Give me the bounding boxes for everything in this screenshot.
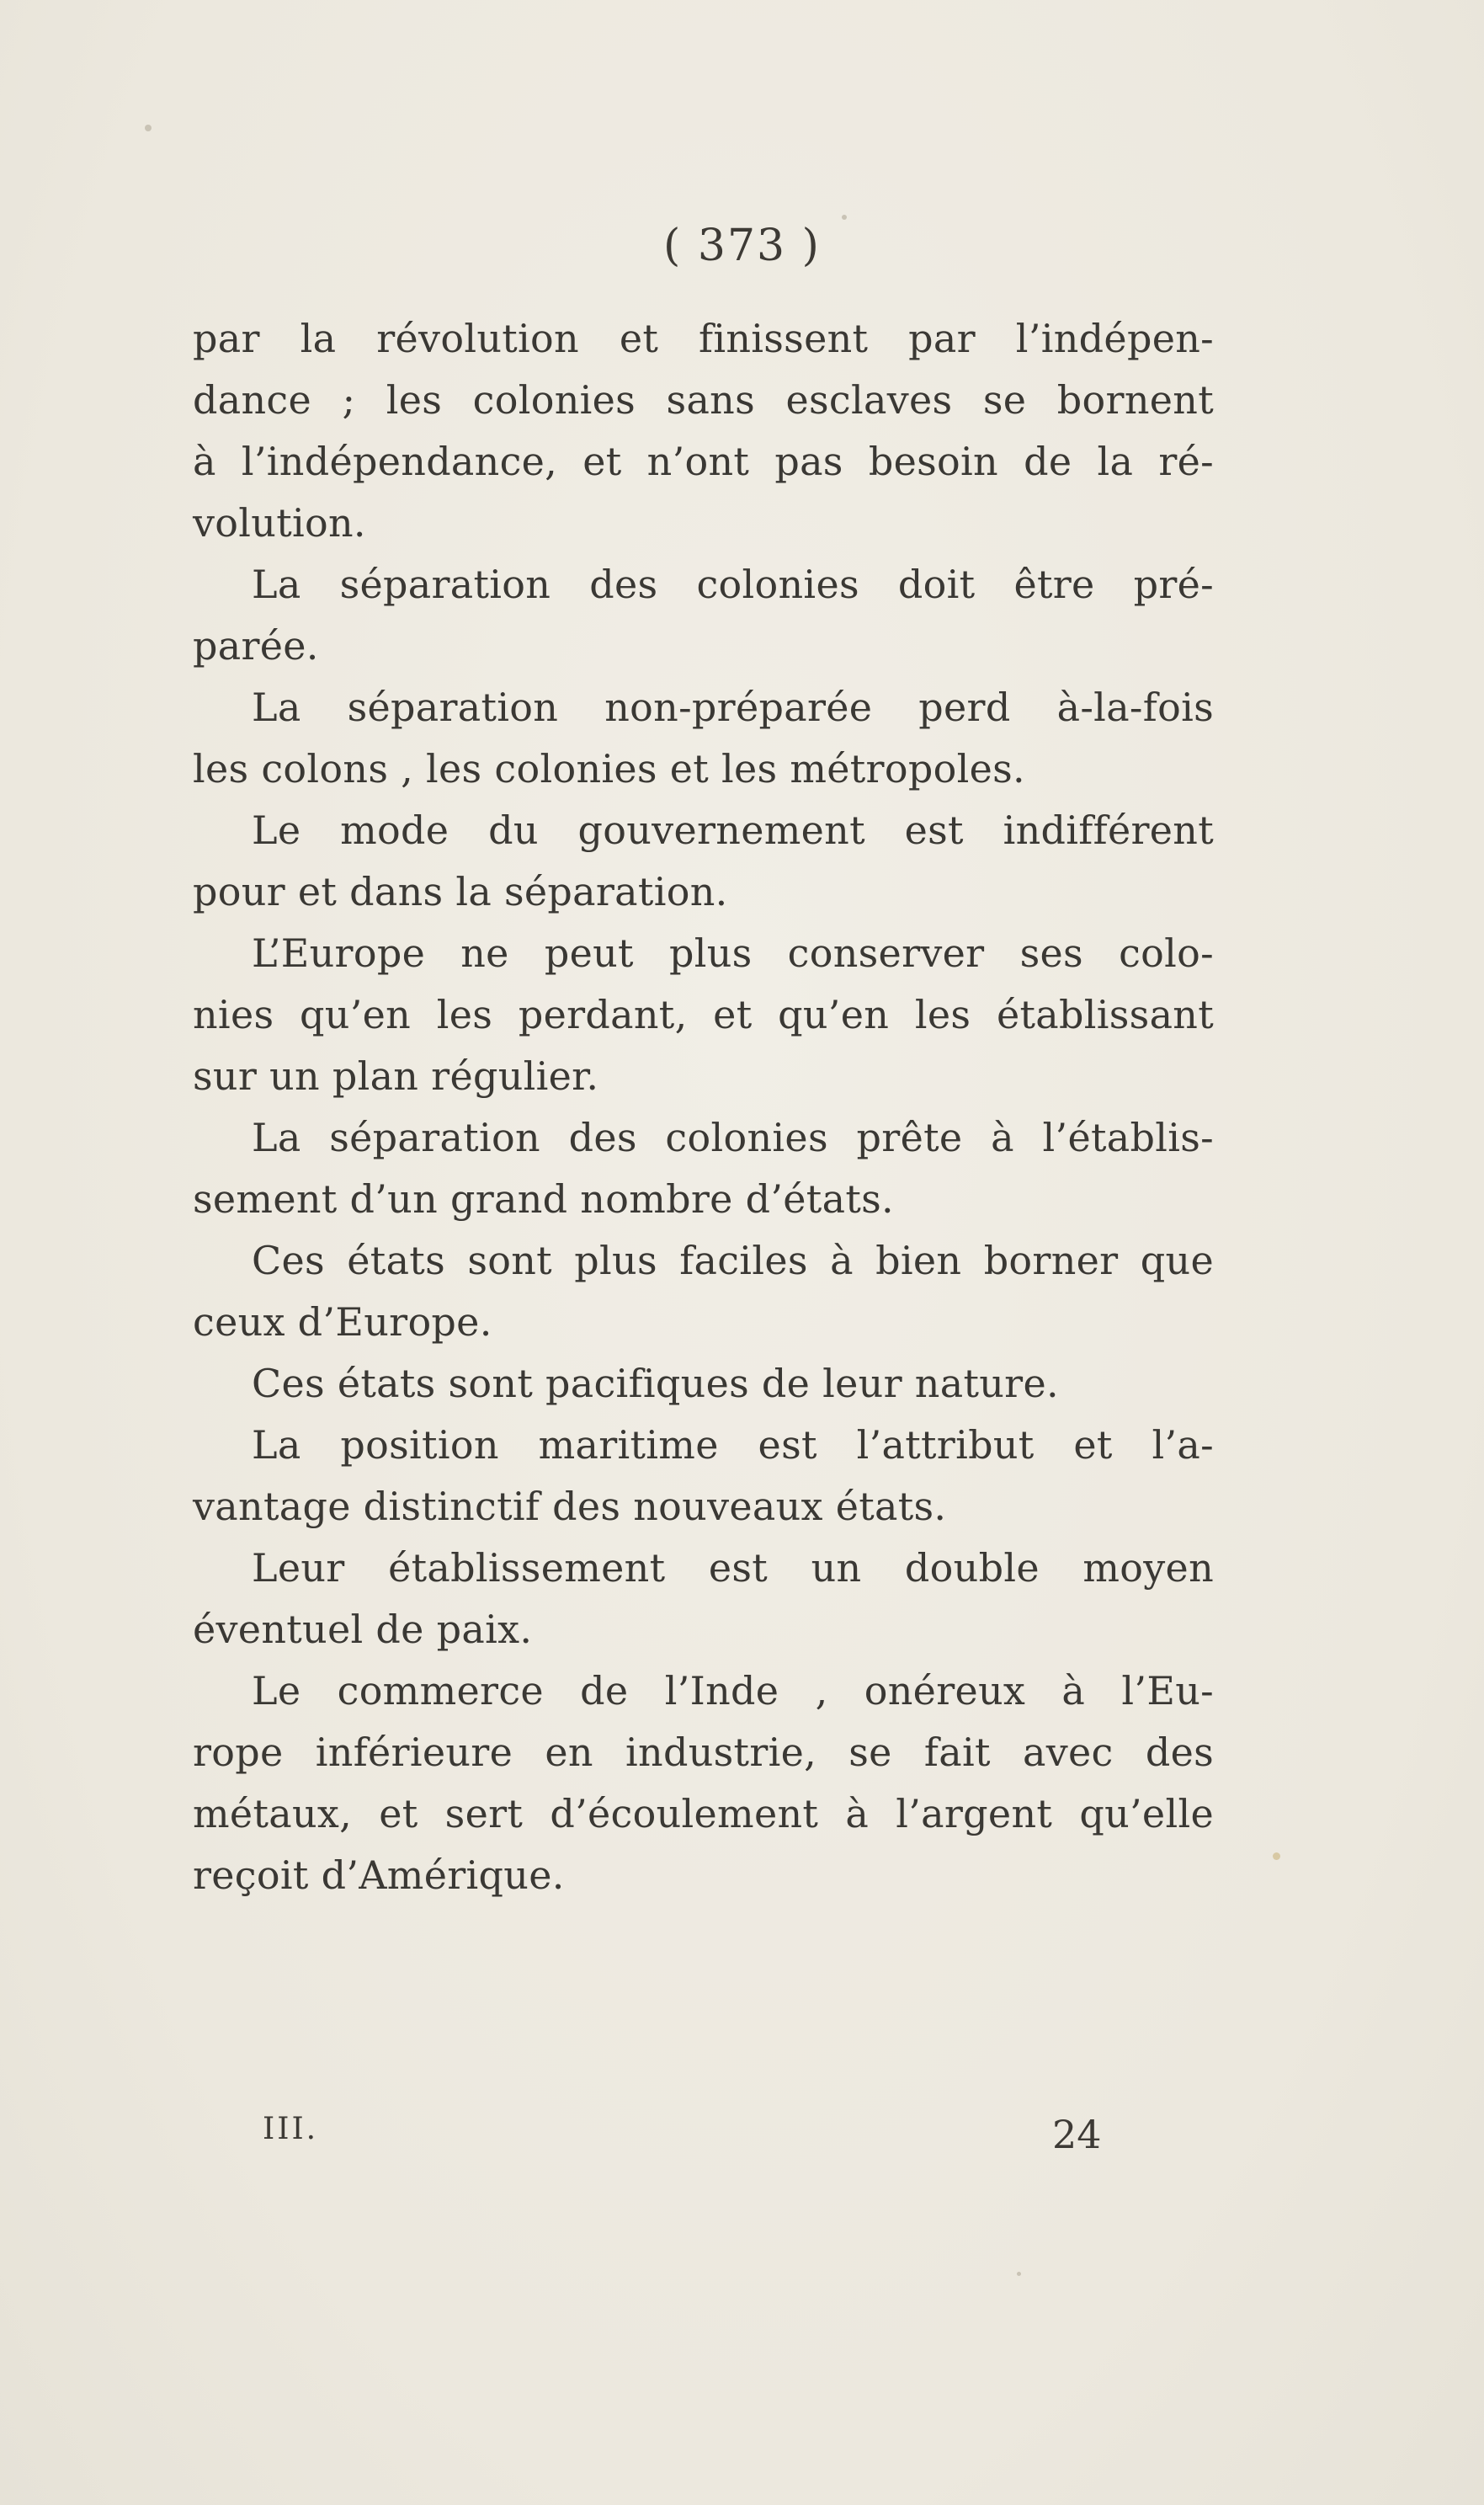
text-line: éventuel de paix. bbox=[193, 1607, 533, 1652]
text-line: Ces états sont pacifiques de leur nature. bbox=[252, 1361, 1059, 1406]
text-line: métaux, et sert d’écoulement à l’argent qu’elle bbox=[193, 1791, 1214, 1836]
paper-speck bbox=[1017, 2272, 1021, 2276]
text-line: les colons , les colonies et les métropoles. bbox=[193, 746, 1025, 791]
paper-speck bbox=[842, 215, 847, 220]
text-line: volution. bbox=[193, 500, 366, 546]
text-line: La position maritime est l’attribut et l’a- bbox=[252, 1422, 1214, 1468]
text-line: nies qu’en les perdant, et qu’en les établissant bbox=[193, 992, 1214, 1037]
text-line: L’Europe ne peut plus conserver ses colo- bbox=[252, 930, 1214, 976]
text-line: Le mode du gouvernement est indifférent bbox=[252, 807, 1214, 853]
text-line: reçoit d’Amérique. bbox=[193, 1852, 565, 1898]
text-line: à l’indépendance, et n’ont pas besoin de la ré- bbox=[193, 439, 1214, 484]
text-line: La séparation non-préparée perd à-la-fois bbox=[252, 685, 1214, 730]
text-line: La séparation des colonies prête à l’établis- bbox=[252, 1115, 1214, 1160]
text-line: parée. bbox=[193, 623, 319, 669]
page-number: ( 373 ) bbox=[663, 221, 821, 271]
text-line: sement d’un grand nombre d’états. bbox=[193, 1176, 894, 1222]
text-line: dance ; les colonies sans esclaves se bornent bbox=[193, 377, 1214, 423]
folio-number: 24 bbox=[1052, 2112, 1102, 2157]
paper-speck bbox=[1273, 1852, 1280, 1860]
text-line: par la révolution et finissent par l’indépen- bbox=[193, 316, 1214, 361]
signature-mark: III. bbox=[263, 2112, 319, 2146]
page-footer bbox=[0, 2112, 1484, 2162]
text-line: sur un plan régulier. bbox=[193, 1053, 599, 1099]
text-line: Ces états sont plus faciles à bien borner que bbox=[252, 1238, 1214, 1283]
text-line: Le commerce de l’Inde , onéreux à l’Eu- bbox=[252, 1668, 1214, 1714]
text-line: pour et dans la séparation. bbox=[193, 869, 728, 914]
text-line: La séparation des colonies doit être pré- bbox=[252, 562, 1214, 607]
text-line: ceux d’Europe. bbox=[193, 1299, 492, 1345]
text-line: rope inférieure en industrie, se fait avec des bbox=[193, 1730, 1214, 1775]
text-line: Leur établissement est un double moyen bbox=[252, 1545, 1214, 1591]
paper-speck bbox=[145, 125, 152, 131]
body-text bbox=[193, 308, 1214, 1906]
text-line: vantage distinctif des nouveaux états. bbox=[193, 1484, 947, 1529]
